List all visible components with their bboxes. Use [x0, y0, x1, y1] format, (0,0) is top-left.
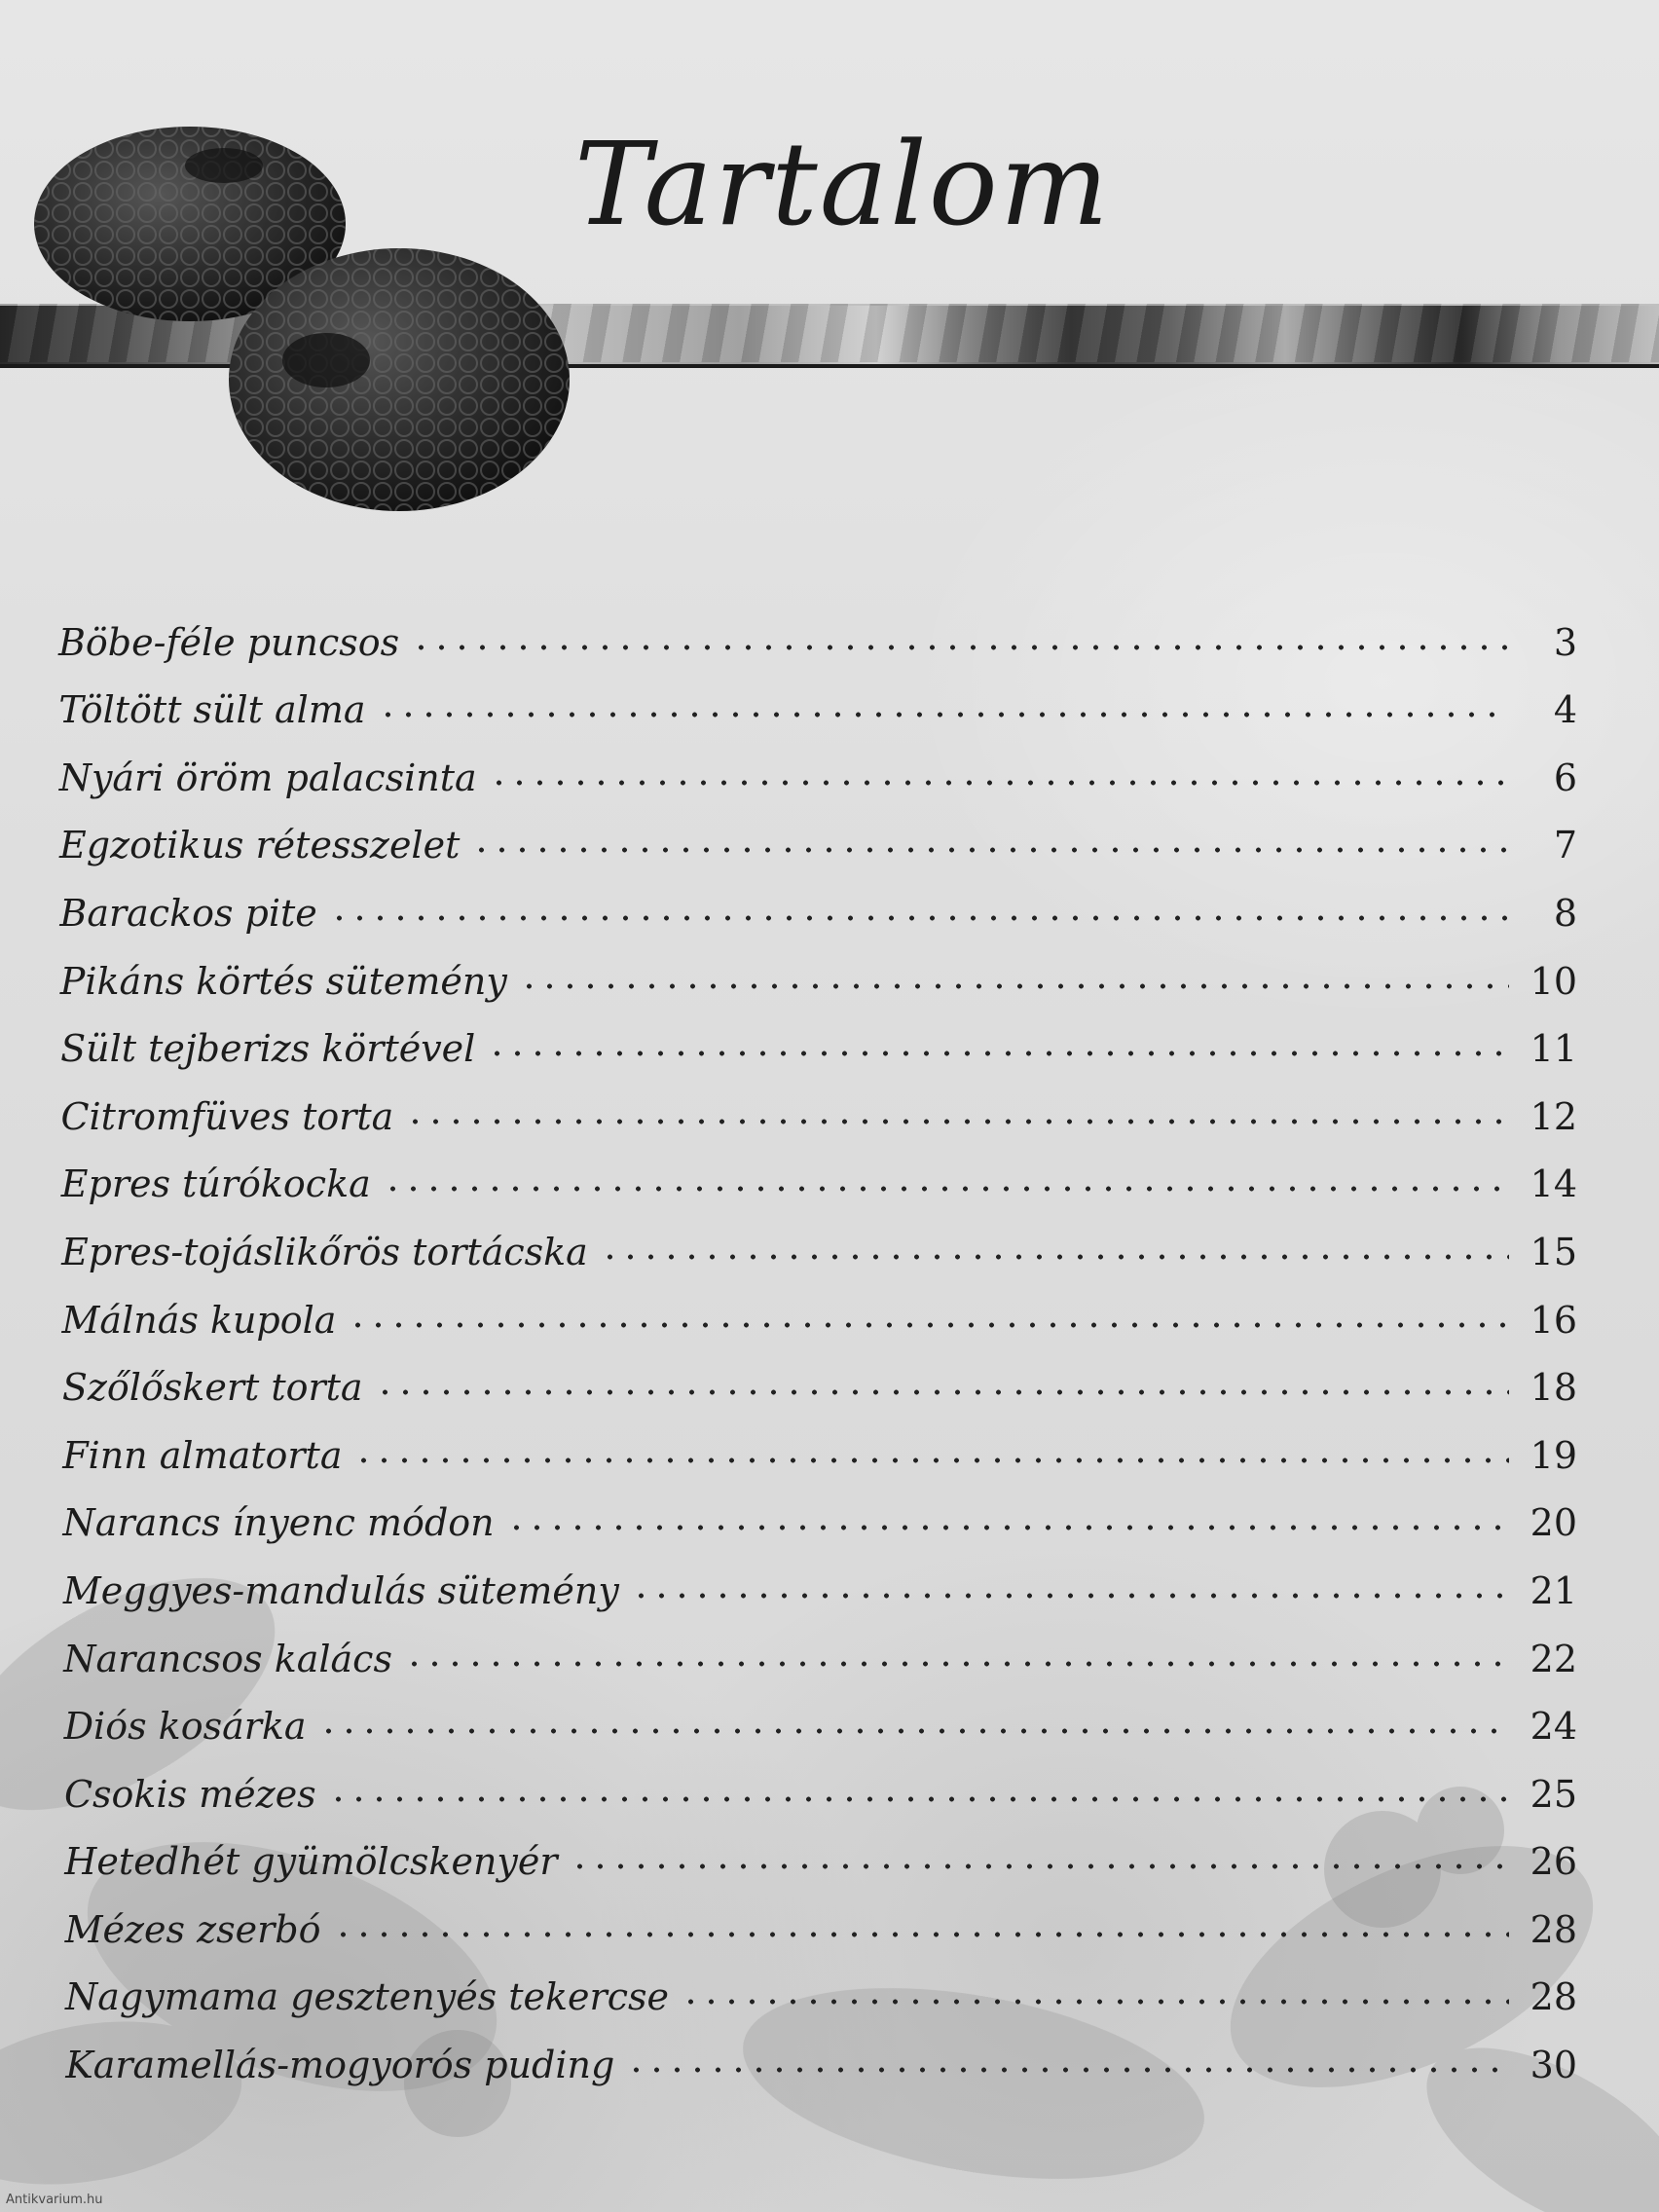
dot-leader: [631, 1591, 1509, 1601]
dot-leader: [487, 1049, 1509, 1058]
toc-entry-title: Narancs ínyenc módon: [62, 1501, 495, 1545]
toc-entry: [58, 664, 1577, 732]
toc-entry: [58, 799, 1577, 867]
dot-leader: [375, 1387, 1509, 1397]
dot-leader: [404, 1659, 1509, 1669]
toc-entry-title: Pikáns körtés sütemény: [59, 959, 507, 1003]
dot-leader: [570, 1862, 1509, 1871]
toc-entry-title: Meggyes-mandulás sütemény: [62, 1568, 619, 1612]
toc-entry-page-number: 3: [1553, 620, 1577, 664]
toc-entry: [58, 866, 1577, 935]
toc-entry: [58, 1273, 1577, 1342]
toc-entry-title: Töltött sült alma: [58, 688, 366, 732]
toc-entry: [58, 596, 1577, 664]
dot-leader: [471, 845, 1509, 855]
dot-leader: [681, 1997, 1509, 2007]
dot-leader: [329, 913, 1509, 923]
toc-entry-page-number: 16: [1530, 1298, 1577, 1342]
toc-entry-page-number: 8: [1553, 891, 1577, 935]
toc-entry-title: Barackos pite: [59, 891, 317, 935]
toc-entry-title: Szőlőskert torta: [61, 1366, 363, 1410]
toc-entry-title: Nyári öröm palacsinta: [58, 756, 477, 799]
toc-entry-page-number: 7: [1553, 824, 1577, 867]
toc-entry-page-number: 18: [1530, 1366, 1577, 1410]
toc-entry-title: Mézes zserbó: [64, 1907, 321, 1951]
toc-entry: [58, 1477, 1577, 1545]
toc-entry-title: Citromfüves torta: [60, 1094, 394, 1138]
dot-leader: [333, 1930, 1509, 1939]
toc-entry-page-number: 6: [1553, 756, 1577, 799]
dot-leader: [489, 778, 1509, 788]
page-title: Tartalom: [574, 117, 1111, 251]
toc-entry-title: Sült tejberizs körtével: [60, 1027, 476, 1071]
toc-entry: [58, 2018, 1577, 2086]
toc-entry-page-number: 19: [1530, 1433, 1577, 1477]
toc-entry: [58, 1138, 1577, 1206]
toc-entry-title: Karamellás-mogyorós puding: [65, 2044, 615, 2087]
watermark-text: Antikvarium.hu: [6, 2193, 103, 2207]
toc-entry: [58, 1003, 1577, 1071]
dot-leader: [411, 643, 1509, 652]
toc-entry-page-number: 22: [1530, 1637, 1577, 1680]
raspberry-illustration: [29, 117, 574, 535]
toc-entry: [58, 1205, 1577, 1273]
toc-entry-page-number: 21: [1530, 1568, 1577, 1612]
toc-entry: [58, 1342, 1577, 1410]
toc-entry-page-number: 10: [1530, 959, 1577, 1003]
dot-leader: [318, 1726, 1509, 1736]
toc-entry-page-number: 20: [1530, 1501, 1577, 1545]
toc-entry-page-number: 15: [1530, 1230, 1577, 1273]
toc-entry: [58, 1070, 1577, 1138]
toc-entry: [58, 1544, 1577, 1612]
toc-entry-title: Egzotikus rétesszelet: [59, 824, 461, 867]
toc-entry: [58, 1748, 1577, 1816]
dot-leader: [383, 1184, 1509, 1194]
dot-leader: [378, 710, 1509, 719]
toc-entry-page-number: 28: [1530, 1907, 1577, 1951]
toc-entry-title: Diós kosárka: [63, 1705, 307, 1749]
toc-entry: [58, 1951, 1577, 2019]
toc-entry-title: Böbe-féle puncsos: [58, 620, 400, 664]
dot-leader: [519, 981, 1509, 991]
dot-leader: [405, 1117, 1509, 1126]
toc-entry-page-number: 26: [1530, 1840, 1577, 1884]
toc-entry-page-number: 24: [1530, 1705, 1577, 1749]
dot-leader: [348, 1320, 1509, 1330]
toc-entry-page-number: 11: [1530, 1027, 1577, 1071]
toc-entry-title: Epres-tojáslikőrös tortácska: [61, 1230, 588, 1273]
toc-entry-page-number: 25: [1530, 1772, 1577, 1816]
toc-entry: [58, 1816, 1577, 1884]
toc-entry: [58, 1680, 1577, 1749]
toc-entry-title: Epres túrókocka: [60, 1162, 371, 1206]
dot-leader: [328, 1794, 1509, 1804]
toc-entry: [58, 1612, 1577, 1680]
toc-entry-title: Málnás kupola: [61, 1298, 337, 1342]
toc-entry-page-number: 4: [1553, 688, 1577, 732]
toc-entry-title: Narancsos kalács: [63, 1637, 392, 1680]
toc-entry-page-number: 12: [1530, 1094, 1577, 1138]
dot-leader: [353, 1456, 1509, 1465]
toc-entry-page-number: 28: [1530, 1975, 1577, 2019]
toc-entry-page-number: 14: [1530, 1162, 1577, 1206]
toc-entry-title: Hetedhét gyümölcskenyér: [64, 1840, 558, 1884]
toc-entry-page-number: 30: [1530, 2044, 1577, 2087]
table-of-contents: [58, 596, 1577, 2086]
toc-entry-title: Finn almatorta: [62, 1433, 343, 1477]
toc-entry-title: Csokis mézes: [63, 1772, 316, 1816]
toc-entry: [58, 1883, 1577, 1951]
dot-leader: [600, 1252, 1509, 1262]
toc-entry: [58, 1409, 1577, 1477]
dot-leader: [506, 1523, 1509, 1532]
toc-entry: [58, 731, 1577, 799]
toc-entry-title: Nagymama gesztenyés tekercse: [65, 1975, 669, 2019]
dot-leader: [626, 2065, 1509, 2075]
toc-entry: [58, 935, 1577, 1003]
